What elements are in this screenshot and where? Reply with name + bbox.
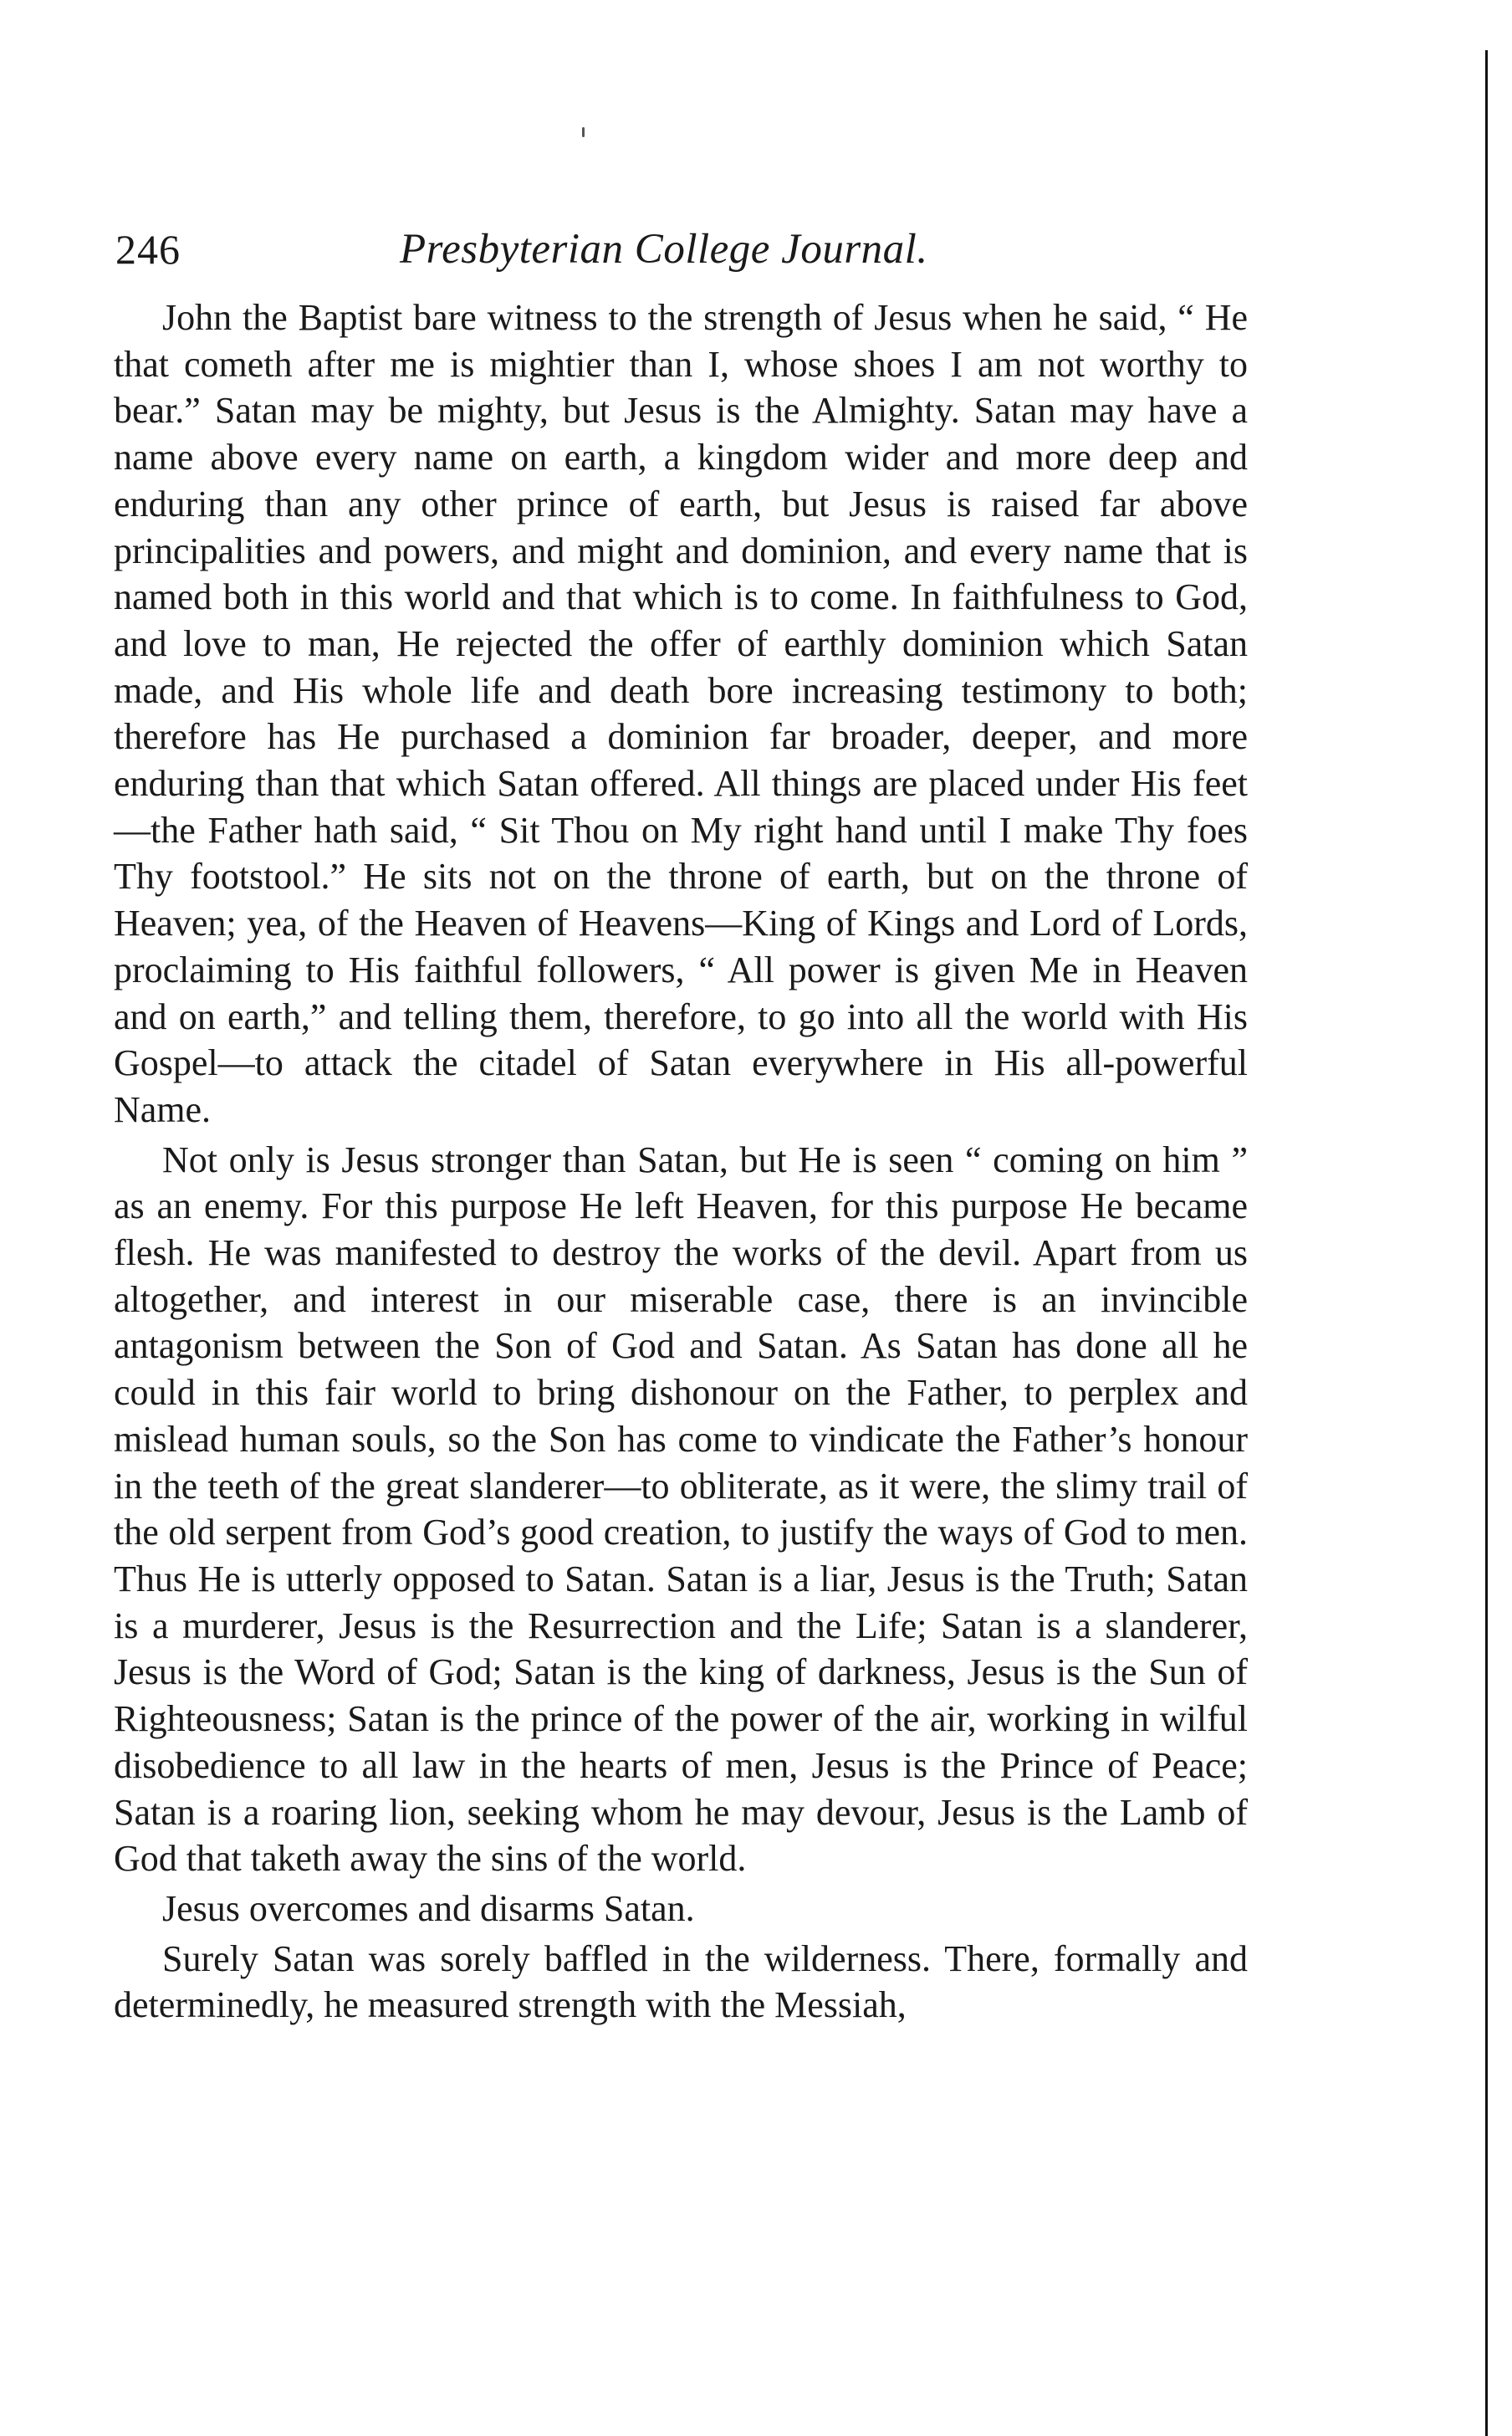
running-title: Presbyterian College Journal.	[400, 226, 928, 273]
page-edge-rule	[1485, 50, 1488, 2436]
paragraph: John the Baptist bare witness to the strength of Jesus when he said, “ He that cometh after me is mightier than I, whose shoes I am not worthy to bear.” Satan may be mighty, but Jesus is the Almighty. Satan may have a name above every name on earth, a kingdom wider and more deep and enduring than any other prince of earth, but Jesus is raised far above principalities and powers, and might and dominion, and every name that is named both in this world and that which is to come. In faithfulness to God, and love to man, He rejected the offer of earthly dominion which Satan made, and His whole life and death bore increasing testimony to both; therefore has He purchased a dominion far broader, deeper, and more enduring than that which Satan offered. All things are placed under His feet—the Father hath said, “ Sit Thou on My right hand until I make Thy foes Thy footstool.” He sits not on the throne of earth, but on the throne of Heaven; yea, of the Heaven of Heavens—King of Kings and Lord of Lords, proclaiming to His faithful followers, “ All power is given Me in Heaven and on earth,” and telling them, therefore, to go into all the world with His Gospel—to attack the citadel of Satan everywhere in His all-powerful Name.	[114, 297, 1248, 1130]
paragraph: Not only is Jesus stronger than Satan, but He is seen “ coming on him ” as an enemy. For this purpose He left Heaven, for this purpose He became flesh. He was manifested to destroy the works of the devil. Apart from us altogether, and interest in our miserable case, there is an invincible antagonism between the Son of God and Satan. As Satan has done all he could in this fair world to bring dishonour on the Father, to perplex and mislead human souls, so the Son has come to vindicate the Father’s honour in the teeth of the great slanderer—to obliterate, as it were, the slimy trail of the old serpent from God’s good creation, to justify the ways of God to men. Thus He is utterly opposed to Satan. Satan is a liar, Jesus is the Truth; Satan is a murderer, Jesus is the Resurrection and the Life; Satan is a slanderer, Jesus is the Word of God; Satan is the king of darkness, Jesus is the Sun of Righteousness; Satan is the prince of the power of the air, working in wilful disobedience to all law in the hearts of men, Jesus is the Prince of Peace; Satan is a roaring lion, seeking whom he may devour, Jesus is the Lamb of God that taketh away the sins of the world.	[114, 1139, 1248, 1880]
scan-speck	[582, 127, 585, 137]
body-text	[114, 294, 1248, 2029]
page-header	[115, 219, 1243, 279]
paragraph: Surely Satan was sorely baffled in the wilderness. There, formally and determinedly, he measured strength with the Messiah,	[114, 1937, 1248, 2026]
page-number: 246	[115, 226, 181, 273]
paragraph: Jesus overcomes and disarms Satan.	[162, 1887, 695, 1929]
